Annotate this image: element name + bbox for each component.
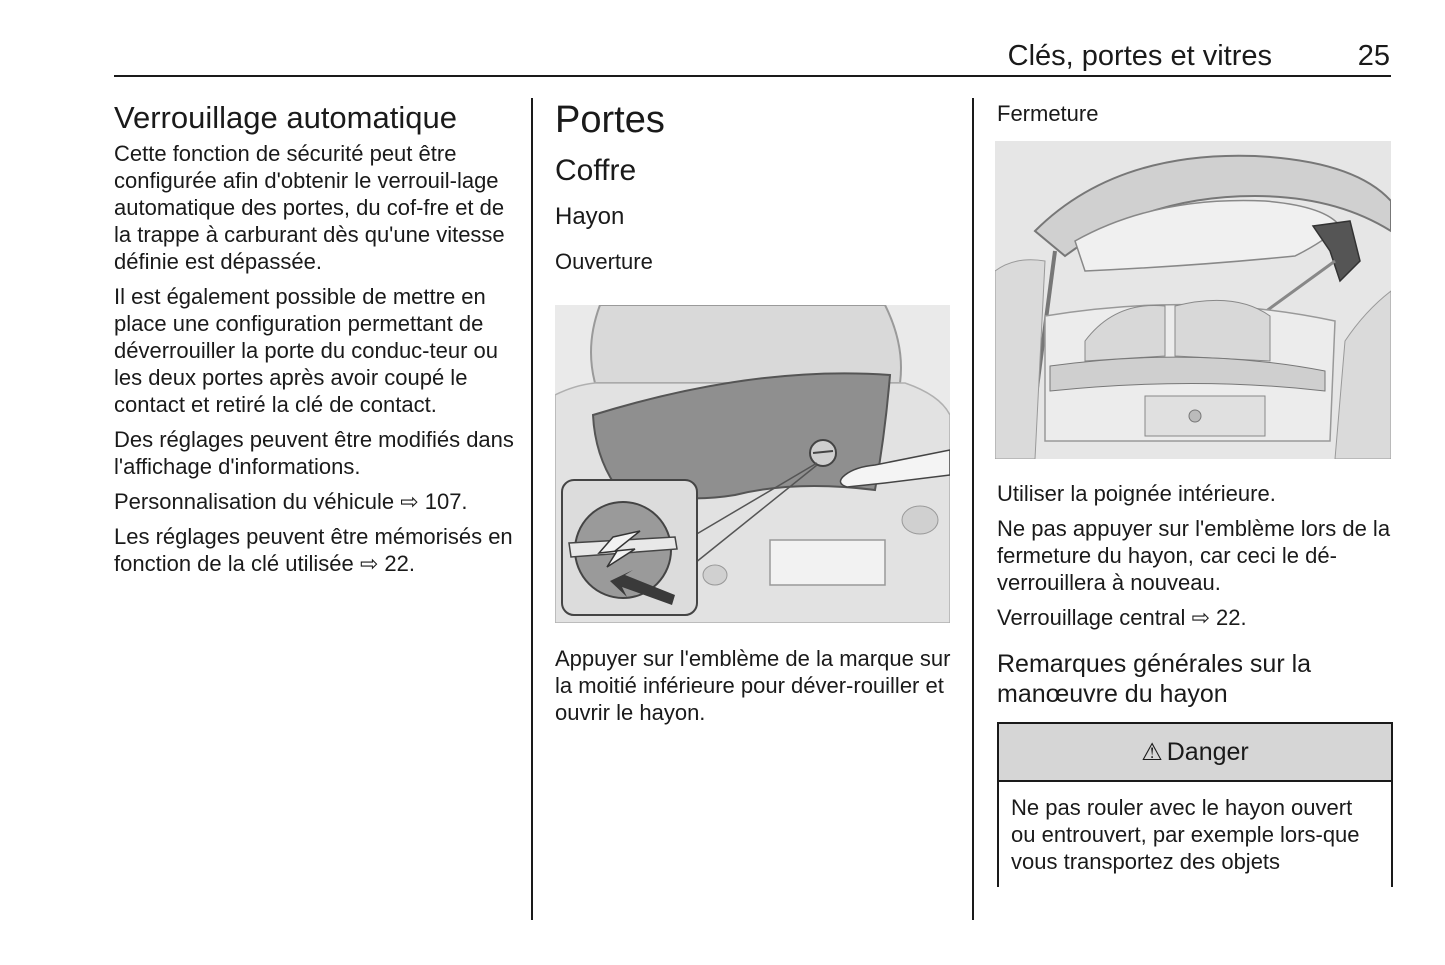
closing-text bbox=[997, 480, 1397, 709]
paragraph: Les réglages peuvent être mémorisés en fonction de la clé utilisée ⇨ 22. bbox=[114, 524, 513, 576]
paragraph: Utiliser la poignée intérieure. bbox=[997, 481, 1276, 506]
header-rule bbox=[114, 75, 1391, 77]
page-number: 25 bbox=[1357, 40, 1390, 72]
column-divider-2 bbox=[972, 98, 974, 920]
paragraph: Des réglages peuvent être modifiés dans l'affichage d'informations. bbox=[114, 427, 514, 479]
paragraph: Ne pas appuyer sur l'emblème lors de la fermeture du hayon, car ceci le dé-verrouillera à nouveau. bbox=[997, 516, 1391, 595]
subsection-heading-tailgate: Hayon bbox=[555, 203, 625, 230]
warning-triangle-icon: ⚠ bbox=[1141, 738, 1163, 766]
tailgate-closing-illustration bbox=[995, 141, 1391, 459]
subsection-heading-opening: Ouverture bbox=[555, 249, 653, 274]
chapter-heading: Portes bbox=[555, 99, 665, 141]
section-heading-general-remarks: Remarques générales sur la manœuvre du hayon bbox=[997, 650, 1312, 708]
paragraph: Il est également possible de mettre en place une configuration permettant de déverrouiller la porte du conduc-teur ou les deux portes après avoir coupé le contact et retiré la clé de contact. bbox=[114, 284, 499, 417]
danger-text: Ne pas rouler avec le hayon ouvert ou entrouvert, par exemple lors-que vous transportez des objets bbox=[1011, 795, 1360, 874]
section-heading-trunk: Coffre bbox=[555, 154, 637, 187]
paragraph: Personnalisation du véhicule ⇨ 107. bbox=[114, 489, 468, 514]
danger-header bbox=[999, 724, 1391, 782]
tailgate-opening-illustration bbox=[555, 305, 950, 623]
column-doors bbox=[555, 98, 955, 276]
column-divider-1 bbox=[531, 98, 533, 920]
header-title: Clés, portes et vitres bbox=[1007, 40, 1272, 72]
danger-title: Danger bbox=[1166, 737, 1249, 766]
column-closing bbox=[997, 100, 1392, 127]
paragraph: Verrouillage central ⇨ 22. bbox=[997, 605, 1247, 630]
subsection-heading-closing: Fermeture bbox=[997, 101, 1099, 126]
opening-caption: Appuyer sur l'emblème de la marque sur la moitié inférieure pour déver-rouiller et ouvrir le hayon. bbox=[555, 646, 951, 725]
column-auto-lock bbox=[114, 100, 514, 585]
section-heading-auto-lock: Verrouillage automatique bbox=[114, 100, 457, 135]
danger-warning-box bbox=[997, 722, 1393, 887]
paragraph: Cette fonction de sécurité peut être configurée afin d'obtenir le verrouil-lage automatique des portes, du cof-fre et de la trappe à carburant dès qu'une vitesse définie est dépassée. bbox=[114, 141, 505, 274]
